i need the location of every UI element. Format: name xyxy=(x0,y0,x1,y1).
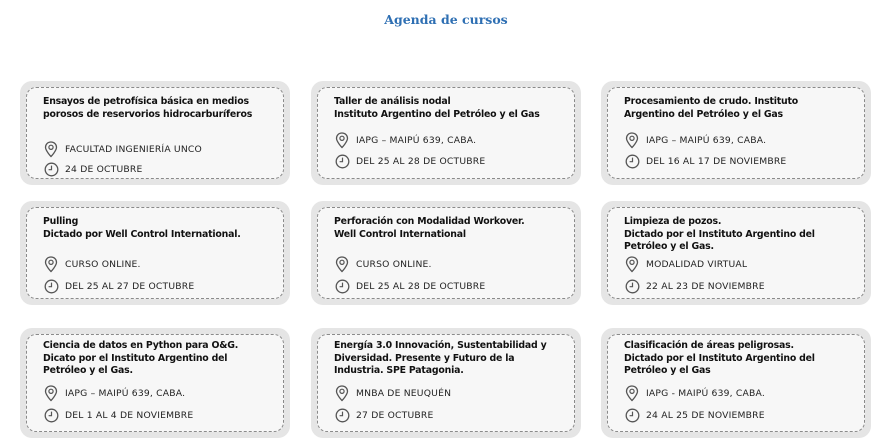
course-title: Ciencia de datos en Python para O&G. Dicato por el Instituto Argentino del Petróleo y el Gas. xyxy=(43,340,239,376)
date-text: 22 AL 23 DE NOVIEMBRE xyxy=(646,280,765,292)
location-row xyxy=(624,131,858,149)
course-title: Clasificación de áreas peligrosas. Dictado por el Instituto Argentino del Petróleo y el Gas xyxy=(624,340,815,376)
location-pin-icon xyxy=(624,255,640,273)
date-text: 24 AL 25 DE NOVIEMBRE xyxy=(646,409,765,421)
course-card[interactable] xyxy=(601,201,871,305)
date-text: DEL 25 AL 28 DE OCTUBRE xyxy=(356,155,486,167)
location-row xyxy=(43,140,277,158)
location-text: IAPG – MAIPÚ 639, CABA. xyxy=(646,134,767,146)
date-text: DEL 16 AL 17 DE NOVIEMBRE xyxy=(646,155,787,167)
location-pin-icon xyxy=(43,140,59,158)
page-title: Agenda de cursos xyxy=(384,12,508,27)
clock-icon xyxy=(43,277,59,295)
course-card-border xyxy=(607,207,865,299)
date-text: DEL 25 AL 27 DE OCTUBRE xyxy=(65,280,195,292)
date-row xyxy=(334,152,568,170)
location-text: IAPG - MAIPÚ 639, CABA. xyxy=(646,387,765,399)
course-card[interactable] xyxy=(20,81,290,185)
date-row xyxy=(43,406,277,424)
course-card-border xyxy=(607,334,865,432)
date-text: 24 DE OCTUBRE xyxy=(65,163,143,175)
location-text: CURSO ONLINE. xyxy=(356,258,432,270)
date-text: DEL 1 AL 4 DE NOVIEMBRE xyxy=(65,409,194,421)
course-title: Taller de análisis nodal Instituto Argentino del Petróleo y el Gas xyxy=(334,96,540,120)
location-pin-icon xyxy=(624,131,640,149)
location-text: IAPG – MAIPÚ 639, CABA. xyxy=(65,387,186,399)
course-title: Energía 3.0 Innovación, Sustentabilidad y Diversidad. Presente y Futuro de la Industria. SPE Patagonia. xyxy=(334,340,547,376)
date-text: 27 DE OCTUBRE xyxy=(356,409,434,421)
location-row xyxy=(624,255,858,273)
location-row xyxy=(43,255,277,273)
date-text: DEL 25 AL 28 DE OCTUBRE xyxy=(356,280,486,292)
clock-icon xyxy=(334,152,350,170)
course-card-border xyxy=(607,87,865,179)
date-row xyxy=(43,277,277,295)
clock-icon xyxy=(334,406,350,424)
course-card[interactable] xyxy=(311,81,581,185)
location-row xyxy=(624,384,858,402)
location-pin-icon xyxy=(43,255,59,273)
date-row xyxy=(43,160,277,178)
location-row xyxy=(334,255,568,273)
location-pin-icon xyxy=(334,384,350,402)
clock-icon xyxy=(43,160,59,178)
location-text: MODALIDAD VIRTUAL xyxy=(646,258,748,270)
course-card[interactable] xyxy=(601,81,871,185)
course-title: Ensayos de petrofísica básica en medios porosos de reservorios hidrocarburíferos xyxy=(43,96,253,120)
date-row xyxy=(624,277,858,295)
clock-icon xyxy=(624,277,640,295)
location-pin-icon xyxy=(334,131,350,149)
course-card[interactable] xyxy=(311,328,581,438)
course-title: Limpieza de pozos. Dictado por el Instituto Argentino del Petróleo y el Gas. xyxy=(624,216,815,252)
location-text: CURSO ONLINE. xyxy=(65,258,141,270)
course-card-border xyxy=(317,334,575,432)
course-card-border xyxy=(26,87,284,179)
date-row xyxy=(334,277,568,295)
date-row xyxy=(334,406,568,424)
date-row xyxy=(624,406,858,424)
location-pin-icon xyxy=(624,384,640,402)
location-row xyxy=(334,384,568,402)
location-row xyxy=(43,384,277,402)
date-row xyxy=(624,152,858,170)
location-text: IAPG – MAIPÚ 639, CABA. xyxy=(356,134,477,146)
course-card[interactable] xyxy=(601,328,871,438)
location-pin-icon xyxy=(43,384,59,402)
location-pin-icon xyxy=(334,255,350,273)
location-text: MNBA DE NEUQUÉN xyxy=(356,387,452,399)
course-title: Procesamiento de crudo. Instituto Argentino del Petróleo y el Gas xyxy=(624,96,799,120)
clock-icon xyxy=(624,152,640,170)
course-card-border xyxy=(26,334,284,432)
course-card-border xyxy=(317,87,575,179)
location-text: FACULTAD INGENIERÍA UNCO xyxy=(65,143,202,155)
course-card[interactable] xyxy=(20,328,290,438)
course-card-border xyxy=(26,207,284,299)
course-title: Pulling Dictado por Well Control International. xyxy=(43,216,241,240)
course-title: Perforación con Modalidad Workover. Well Control International xyxy=(334,216,525,240)
clock-icon xyxy=(334,277,350,295)
clock-icon xyxy=(43,406,59,424)
course-card[interactable] xyxy=(20,201,290,305)
clock-icon xyxy=(624,406,640,424)
course-card-border xyxy=(317,207,575,299)
location-row xyxy=(334,131,568,149)
course-card[interactable] xyxy=(311,201,581,305)
